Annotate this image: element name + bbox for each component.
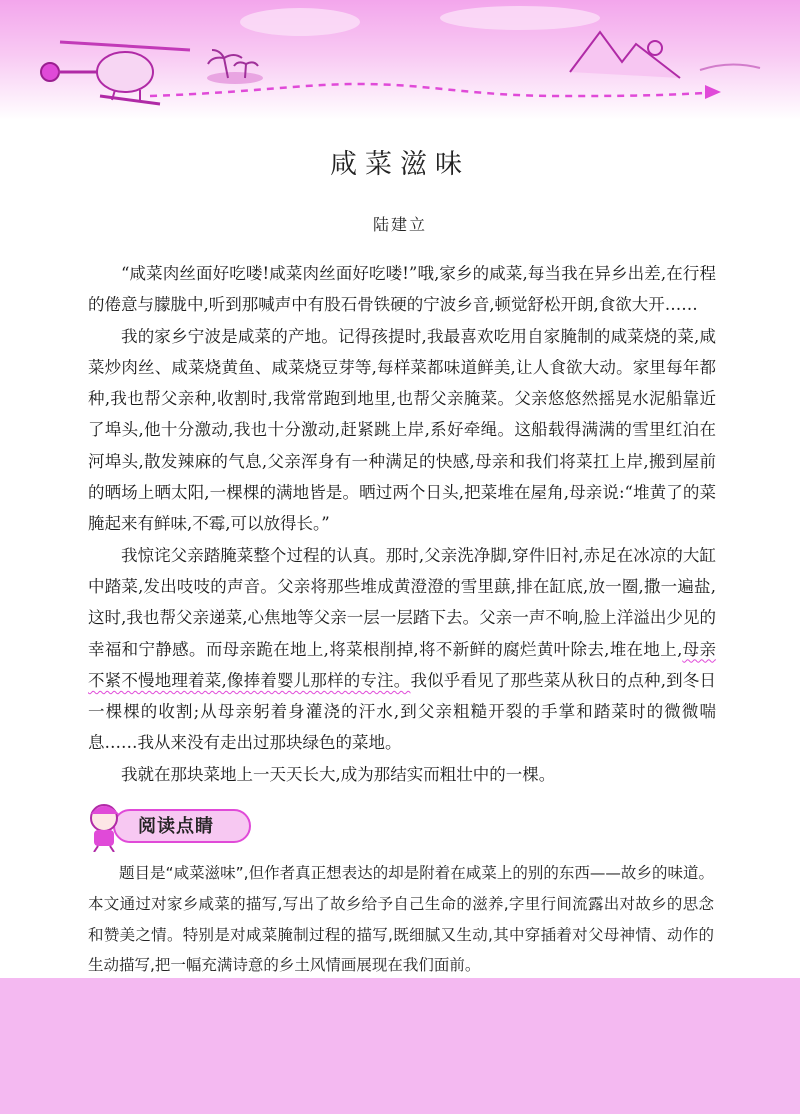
article-author: 陆建立 bbox=[372, 215, 427, 234]
comment-text: 题目是“咸菜滋味”,但作者真正想表达的却是附着在咸菜上的别的东西——故乡的味道。本文通过对家乡咸菜的描写,写出了故乡给予自己生命的滋养,字里行间流露出对故乡的思念和赞美之情。特别是对咸菜腌制过程的描写,既细腻又生动,其中穿插着对父母神情、动作的生动描写,把一幅充满诗意的乡土风情画展现在我们面前。 bbox=[88, 864, 714, 975]
reading-label: 阅读点睛 bbox=[138, 816, 214, 837]
paragraph bbox=[88, 540, 716, 759]
article-title: 咸菜滋味 bbox=[330, 149, 470, 180]
reading-comment bbox=[88, 858, 714, 981]
footer-decoration bbox=[0, 978, 800, 1114]
article-body bbox=[88, 258, 716, 790]
header-illustration-icon bbox=[0, 0, 800, 120]
mountains-icon bbox=[570, 32, 760, 78]
underlined-sentence: 母亲不紧不慢地理着菜,像捧着婴儿那样的专注。 bbox=[88, 639, 716, 690]
header-decoration bbox=[0, 0, 800, 120]
paragraph-text: 我惊诧父亲踏腌菜整个过程的认真。那时,父亲洗净脚,穿件旧衬,赤足在冰凉的大缸中踏菜,发出吱吱的声音。父亲将那些堆成黄澄澄的雪里蕻,排在缸底,放一圈,撒一遍盐,这时,我也帮父亲递菜,心焦地等父亲一层一层踏下去。父亲一声不响,脸上洋溢出少见的幸福和宁静感。而母亲跪在地上,将菜根削掉,将不新鲜的腐烂黄叶除去,堆在地上, bbox=[88, 545, 716, 659]
paragraph-text: 我似乎看见了那些菜从秋日的点种,到冬日一棵棵的收割;从母亲躬着身灌浇的汗水,到父亲粗糙开裂的手掌和踏菜时的微微喘息……我从来没有走出过那块绿色的菜地。 bbox=[88, 670, 716, 753]
paragraph: 我的家乡宁波是咸菜的产地。记得孩提时,我最喜欢吃用自家腌制的咸菜烧的菜,咸菜炒肉丝、咸菜烧黄鱼、咸菜烧豆芽等,每样菜都味道鲜美,让人食欲大动。家里每年都种,我也帮父亲种,收割时,我常常跑到地里,也帮父亲腌菜。父亲悠悠然摇晃水泥船靠近了埠头,他十分激动,我也十分激动,赶紧跳上岸,系好牵绳。这船载得满满的雪里红泊在河埠头,散发辣麻的气息,父亲浑身有一种满足的快感,母亲和我们将菜扛上岸,搬到屋前的晒场上晒太阳,一棵棵的满地皆是。晒过两个日头,把菜堆在屋角,母亲说:“堆黄了的菜腌起来有鲜味,不霉,可以放得长。” bbox=[88, 326, 716, 534]
paragraph: 我就在那块菜地上一天天长大,成为那结实而粗壮中的一棵。 bbox=[121, 764, 556, 784]
paragraph: “咸菜肉丝面好吃喽!咸菜肉丝面好吃喽!”哦,家乡的咸菜,每当我在异乡出差,在行程的倦意与朦胧中,听到那喊声中有股石骨铁硬的宁波乡音,顿觉舒松开朗,食欲大开…… bbox=[88, 264, 716, 315]
palm-island-icon bbox=[207, 50, 263, 84]
